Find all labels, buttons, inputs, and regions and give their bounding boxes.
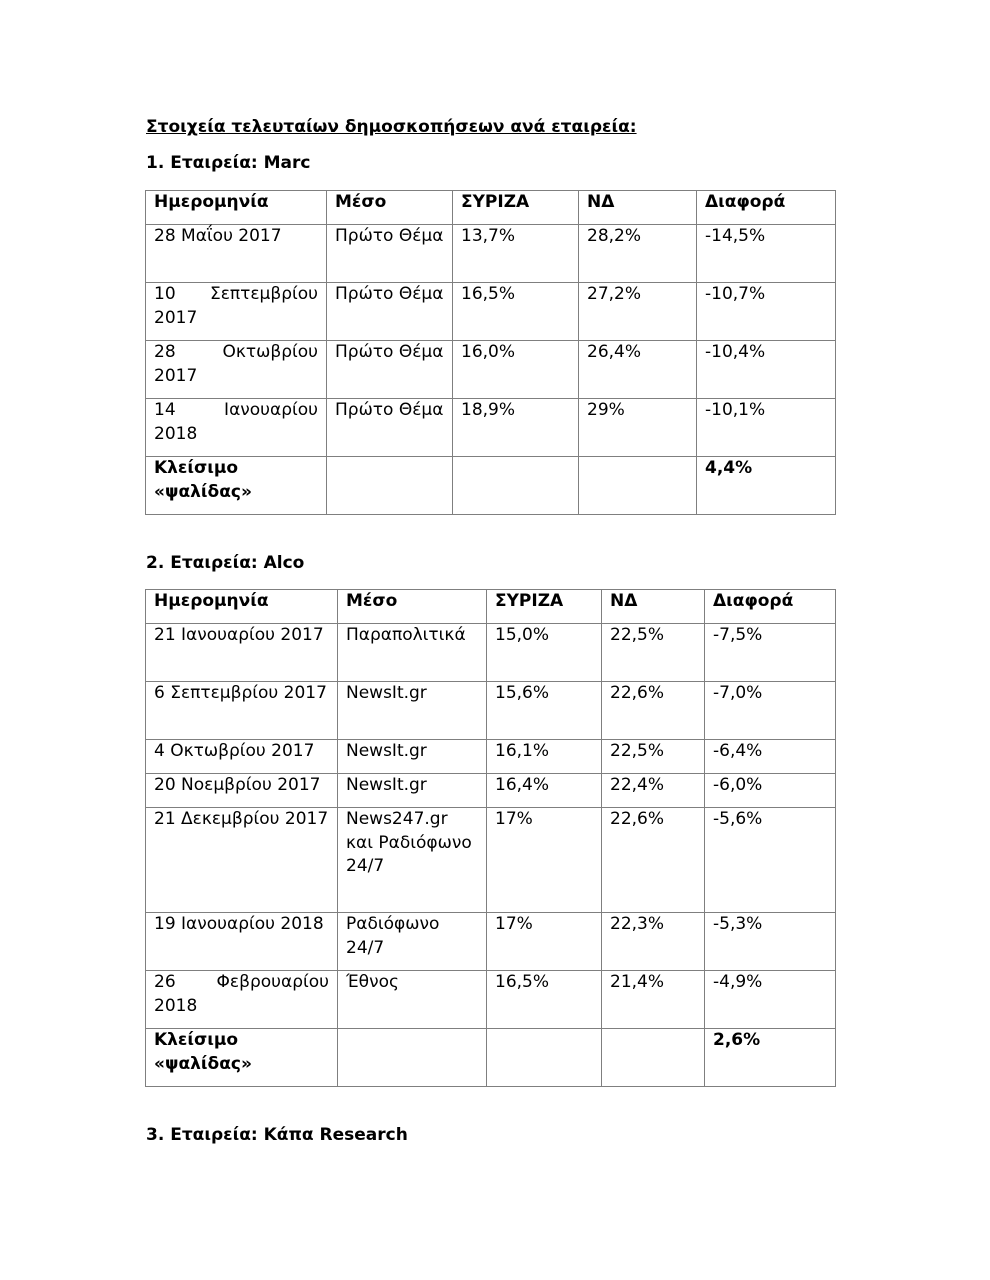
cell-difference: -5,6% — [705, 808, 836, 913]
empty-cell — [602, 1029, 705, 1087]
cell-difference: -6,0% — [705, 774, 836, 808]
page-title: Στοιχεία τελευταίων δημοσκοπήσεων ανά εταιρεία: — [146, 117, 637, 137]
empty-cell — [327, 457, 453, 515]
table-row — [146, 682, 836, 740]
cell-nd: 22,5% — [602, 740, 705, 774]
cell-syriza: 15,0% — [487, 624, 602, 682]
cell-difference: -10,4% — [697, 341, 836, 399]
cell-nd: 29% — [579, 399, 697, 457]
header-medium: Μέσο — [327, 191, 453, 225]
table-row — [146, 225, 836, 283]
cell-syriza: 16,5% — [453, 283, 579, 341]
closing-gap-row — [146, 1029, 836, 1087]
table-row — [146, 971, 836, 1029]
cell-date: 10 Σεπτεμβρίου 2017 — [146, 283, 327, 341]
cell-nd: 21,4% — [602, 971, 705, 1029]
section-heading-kapa-research: 3. Εταιρεία: Κάπα Research — [146, 1125, 408, 1145]
cell-medium: NewsIt.gr — [338, 682, 487, 740]
cell-date: 26 Φεβρουαρίου 2018 — [146, 971, 338, 1029]
cell-medium: Έθνος — [338, 971, 487, 1029]
cell-date: 4 Οκτωβρίου 2017 — [146, 740, 338, 774]
cell-syriza: 15,6% — [487, 682, 602, 740]
table-row — [146, 774, 836, 808]
cell-date: 21 Δεκεμβρίου 2017 — [146, 808, 338, 913]
cell-difference: -7,0% — [705, 682, 836, 740]
cell-difference: -6,4% — [705, 740, 836, 774]
poll-table-marc — [145, 190, 836, 515]
cell-difference: -4,9% — [705, 971, 836, 1029]
cell-syriza: 16,1% — [487, 740, 602, 774]
table-row — [146, 624, 836, 682]
closing-gap-label: Κλείσιμο «ψαλίδας» — [146, 1029, 338, 1087]
empty-cell — [338, 1029, 487, 1087]
cell-date: 28 Οκτωβρίου 2017 — [146, 341, 327, 399]
poll-table-alco — [145, 589, 836, 1087]
header-difference: Διαφορά — [705, 590, 836, 624]
cell-syriza: 16,0% — [453, 341, 579, 399]
table-header-row — [146, 191, 836, 225]
cell-date: 14 Ιανουαρίου 2018 — [146, 399, 327, 457]
table-row — [146, 341, 836, 399]
cell-medium: Πρώτο Θέμα — [327, 283, 453, 341]
cell-medium: NewsIt.gr — [338, 774, 487, 808]
cell-medium: Ραδιόφωνο 24/7 — [338, 913, 487, 971]
cell-medium: Πρώτο Θέμα — [327, 341, 453, 399]
cell-nd: 22,5% — [602, 624, 705, 682]
cell-medium: Πρώτο Θέμα — [327, 225, 453, 283]
cell-medium: Πρώτο Θέμα — [327, 399, 453, 457]
cell-syriza: 17% — [487, 913, 602, 971]
cell-date: 19 Ιανουαρίου 2018 — [146, 913, 338, 971]
cell-syriza: 13,7% — [453, 225, 579, 283]
cell-syriza: 17% — [487, 808, 602, 913]
header-date: Ημερομηνία — [146, 590, 338, 624]
empty-cell — [487, 1029, 602, 1087]
header-date: Ημερομηνία — [146, 191, 327, 225]
table-header-row — [146, 590, 836, 624]
cell-nd: 22,6% — [602, 808, 705, 913]
header-difference: Διαφορά — [697, 191, 836, 225]
section-heading-alco: 2. Εταιρεία: Alco — [146, 553, 305, 573]
cell-nd: 28,2% — [579, 225, 697, 283]
cell-difference: -7,5% — [705, 624, 836, 682]
cell-difference: -10,7% — [697, 283, 836, 341]
table-row — [146, 399, 836, 457]
cell-difference: -10,1% — [697, 399, 836, 457]
cell-date: 20 Νοεμβρίου 2017 — [146, 774, 338, 808]
header-syriza: ΣΥΡΙΖΑ — [453, 191, 579, 225]
cell-nd: 26,4% — [579, 341, 697, 399]
cell-nd: 22,3% — [602, 913, 705, 971]
closing-gap-label: Κλείσιμο «ψαλίδας» — [146, 457, 327, 515]
cell-medium: Παραπολιτικά — [338, 624, 487, 682]
cell-difference: -5,3% — [705, 913, 836, 971]
cell-date: 21 Ιανουαρίου 2017 — [146, 624, 338, 682]
cell-date: 6 Σεπτεμβρίου 2017 — [146, 682, 338, 740]
cell-medium: News247.gr και Ραδιόφωνο 24/7 — [338, 808, 487, 913]
empty-cell — [579, 457, 697, 515]
cell-medium: NewsIt.gr — [338, 740, 487, 774]
header-syriza: ΣΥΡΙΖΑ — [487, 590, 602, 624]
table-row — [146, 283, 836, 341]
cell-date: 28 Μαΐου 2017 — [146, 225, 327, 283]
cell-nd: 22,4% — [602, 774, 705, 808]
cell-syriza: 16,4% — [487, 774, 602, 808]
header-medium: Μέσο — [338, 590, 487, 624]
cell-difference: -14,5% — [697, 225, 836, 283]
closing-gap-value: 4,4% — [697, 457, 836, 515]
closing-gap-row — [146, 457, 836, 515]
header-nd: ΝΔ — [579, 191, 697, 225]
cell-nd: 22,6% — [602, 682, 705, 740]
closing-gap-value: 2,6% — [705, 1029, 836, 1087]
section-heading-marc: 1. Εταιρεία: Marc — [146, 153, 311, 173]
table-row — [146, 740, 836, 774]
cell-syriza: 18,9% — [453, 399, 579, 457]
table-row — [146, 808, 836, 913]
header-nd: ΝΔ — [602, 590, 705, 624]
empty-cell — [453, 457, 579, 515]
table-row — [146, 913, 836, 971]
cell-nd: 27,2% — [579, 283, 697, 341]
cell-syriza: 16,5% — [487, 971, 602, 1029]
